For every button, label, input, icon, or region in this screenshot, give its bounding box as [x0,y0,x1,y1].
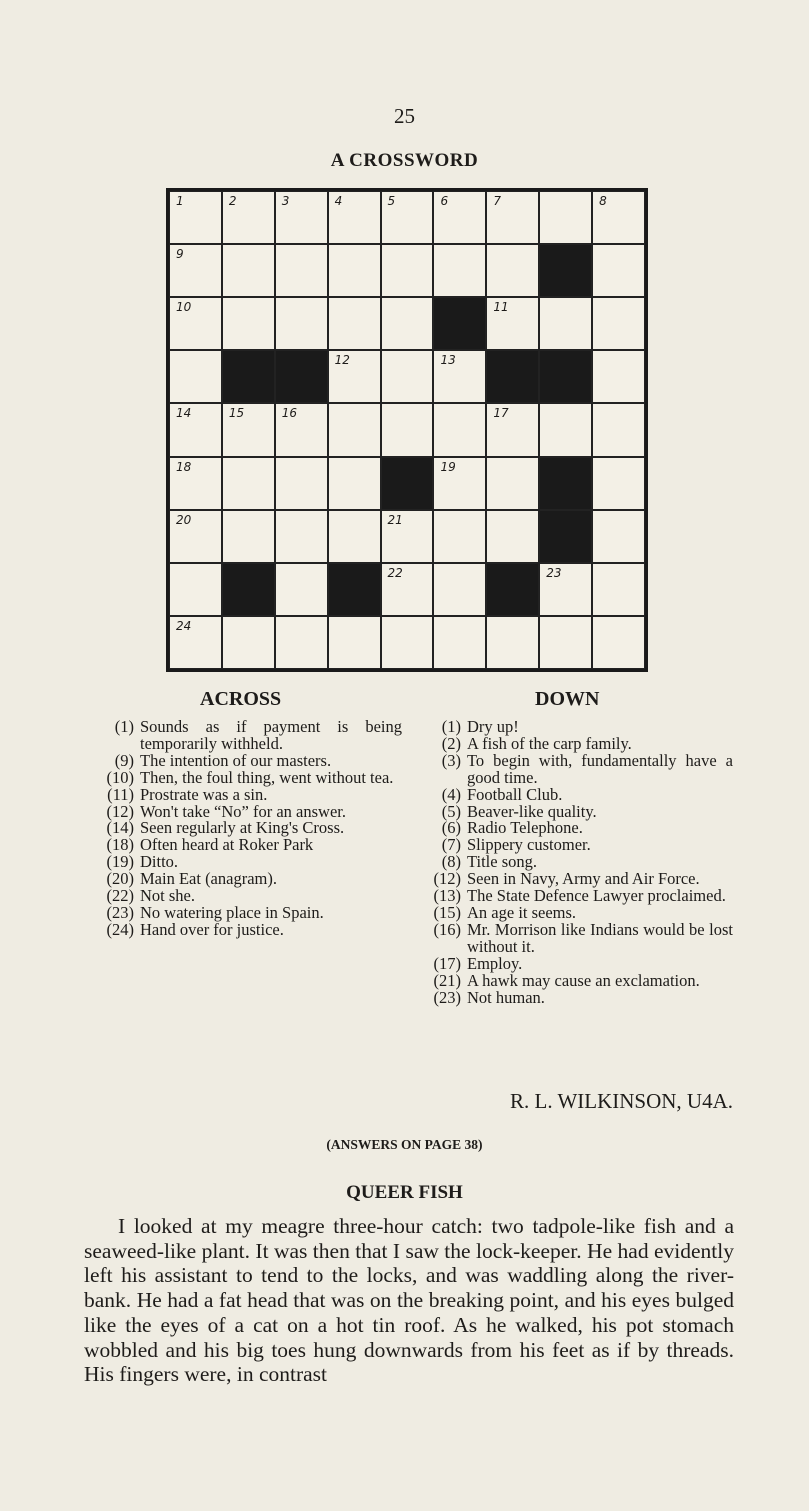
grid-cell[interactable] [328,191,381,244]
across-clue [84,919,402,939]
down-clue [415,784,733,804]
clue-text: Title song. [467,852,537,872]
clue-num: (23) [106,902,134,922]
grid-cell[interactable] [486,244,539,297]
grid-cell[interactable] [592,403,645,456]
clue-number: 20 [176,512,192,527]
grid-cell[interactable] [169,244,222,297]
grid-cell[interactable] [539,563,592,616]
grid-cell[interactable] [539,403,592,456]
black-cell [328,563,381,616]
clue-num: (19) [106,852,134,872]
grid-cell[interactable] [592,510,645,563]
black-cell [486,350,539,403]
clue-number: 16 [281,406,298,421]
grid-cell[interactable] [328,403,381,456]
clue-text: Sounds as if payment is being temporarily withheld. [140,717,402,753]
clue-number: 4 [334,194,343,208]
grid-cell[interactable] [169,616,222,669]
grid-cell[interactable] [592,297,645,350]
answers-note: (ANSWERS ON PAGE 38) [326,1137,483,1152]
grid-cell[interactable] [381,616,434,669]
grid-cell[interactable] [433,244,486,297]
grid-cell[interactable] [222,457,275,510]
black-cell [486,563,539,616]
black-cell [222,563,275,616]
black-cell [433,297,486,350]
clue-num: (3) [441,750,461,770]
clue-num: (9) [114,750,134,770]
clue-text: Slippery customer. [467,835,591,855]
clue-num: (16) [433,919,461,939]
clue-num: (12) [433,869,461,889]
grid-cell[interactable] [433,457,486,510]
crossword-title: A CROSSWORD [330,150,479,171]
clue-text: Mr. Morrison like Indians would be lost without it. [467,919,733,956]
grid-cell[interactable] [275,510,328,563]
grid-cell[interactable] [328,350,381,403]
clue-number: 11 [493,300,509,315]
clue-text: Main Eat (anagram). [140,869,277,889]
grid-cell[interactable] [381,563,434,616]
clue-text: Ditto. [140,852,179,872]
clue-number: 3 [281,194,290,208]
grid-cell[interactable] [169,403,222,456]
down-clue [415,919,733,956]
story-paragraph: I looked at my meagre three-hour catch: two tadpole-like fish and a seaweed-like plant. It was then that I saw the lock-keeper. He had evidently left his assistant to tend to the locks, and was waddling along the river-bank. He had a fat head that was on the breaking point, and his eyes bulged like the eyes of a cat on a hot tin roof. As he walked, his pot stomach wobbled and his big toes hung downwards from his feet as if by threads. His fingers were, in contrast [84,1214,734,1387]
across-clue [84,719,402,753]
grid-cell[interactable] [222,244,275,297]
clue-text: Employ. [467,953,523,973]
grid-cell[interactable] [539,191,592,244]
grid-cell[interactable] [328,244,381,297]
clue-text: A fish of the carp family. [467,733,632,753]
clue-number: 22 [387,565,403,580]
grid-cell[interactable] [486,457,539,510]
clue-text: Hand over for justice. [140,919,284,939]
clue-text: Radio Telephone. [467,818,583,838]
clue-text: Football Club. [467,784,563,804]
clue-text: A hawk may cause an exclamation. [467,970,700,990]
page-number: 25 [394,104,415,128]
grid-cell[interactable] [381,350,434,403]
down-clue [415,750,733,787]
down-clue [415,987,733,1007]
grid-cell[interactable] [433,510,486,563]
grid-cell[interactable] [381,510,434,563]
clue-text: Then, the foul thing, went without tea. [140,767,394,787]
clue-number: 13 [440,353,456,368]
grid-cell[interactable] [275,563,328,616]
grid-cell[interactable] [486,510,539,563]
clue-num: (2) [441,733,461,753]
clue-num: (12) [106,801,134,821]
clue-number: 17 [493,406,509,421]
grid-cell[interactable] [592,244,645,297]
black-cell [539,350,592,403]
grid-cell[interactable] [539,616,592,669]
clue-num: (7) [441,835,461,855]
clue-number: 23 [546,565,562,580]
grid-cell[interactable] [275,297,328,350]
down-clue-list [415,719,733,1006]
clue-number: 2 [228,194,237,208]
black-cell [222,350,275,403]
clue-num: (1) [114,717,134,736]
black-cell [539,510,592,563]
grid-cell[interactable] [328,616,381,669]
down-clue [415,837,733,854]
clue-number: 15 [228,406,245,421]
grid-cell[interactable] [592,191,645,244]
clue-number: 6 [440,194,449,208]
grid-cell[interactable] [486,616,539,669]
grid-cell[interactable] [222,403,275,456]
grid-cell[interactable] [275,244,328,297]
grid-cell[interactable] [592,457,645,510]
clue-num: (14) [106,818,134,838]
grid-cell[interactable] [381,403,434,456]
clue-num: (15) [433,902,461,922]
grid-cell[interactable] [275,457,328,510]
clue-num: (4) [441,784,461,804]
across-clue-list [84,719,402,939]
grid-cell[interactable] [592,350,645,403]
clue-num: (8) [441,852,461,872]
grid-cell[interactable] [433,563,486,616]
clue-number: 19 [440,459,456,474]
down-heading: DOWN [535,688,600,710]
grid-cell[interactable] [433,403,486,456]
author-signature: R. L. WILKINSON, U4A. [509,1089,733,1113]
clue-number: 8 [599,194,607,208]
clue-text: Seen in Navy, Army and Air Force. [467,869,700,889]
grid-cell[interactable] [433,616,486,669]
clue-num: (20) [106,869,134,889]
clue-text: The intention of our masters. [140,750,332,770]
clue-text: Seen regularly at King's Cross. [140,818,345,838]
clue-num: (1) [441,717,461,736]
grid-cell[interactable] [486,403,539,456]
clue-number: 10 [176,300,192,315]
clue-num: (5) [441,801,461,821]
grid-cell[interactable] [328,510,381,563]
grid-cell[interactable] [169,191,222,244]
grid-cell[interactable] [222,510,275,563]
clue-num: (21) [433,970,461,990]
clue-text: No watering place in Spain. [140,902,324,922]
clue-num: (17) [433,953,461,973]
grid-cell[interactable] [433,350,486,403]
grid-cell[interactable] [222,616,275,669]
clue-text: To begin with, fundamentally have a good time. [467,750,733,787]
clue-num: (11) [107,784,134,804]
crossword-grid [166,188,648,672]
grid-cell[interactable] [169,350,222,403]
grid-cell[interactable] [486,297,539,350]
across-clue [84,784,402,804]
clue-text: Dry up! [467,717,519,736]
clue-text: The State Defence Lawyer proclaimed. [467,886,726,906]
clue-num: (10) [106,767,134,787]
down-clue [415,970,733,990]
grid-cell[interactable] [169,563,222,616]
grid-cell[interactable] [222,191,275,244]
clue-number: 12 [334,353,350,368]
clue-number: 7 [493,194,501,208]
grid-cell[interactable] [275,616,328,669]
grid-cell[interactable] [169,510,222,563]
clue-number: 5 [387,194,396,208]
black-cell [539,244,592,297]
clue-text: Won't take “No” for an answer. [140,801,346,821]
grid-cell[interactable] [275,191,328,244]
across-heading: ACROSS [200,688,282,710]
clue-text: Beaver-like quality. [467,801,597,821]
clue-number: 18 [176,459,192,474]
clue-text: Often heard at Roker Park [140,835,314,855]
clue-num: (24) [106,919,134,939]
clue-number: 1 [176,194,184,208]
grid-cell[interactable] [328,457,381,510]
grid-cell[interactable] [381,297,434,350]
grid-cell[interactable] [381,244,434,297]
grid-cell[interactable] [433,191,486,244]
clue-num: (18) [106,835,134,855]
grid-cell[interactable] [539,297,592,350]
grid-cell[interactable] [222,297,275,350]
clue-number: 21 [387,512,403,527]
grid-cell[interactable] [169,457,222,510]
black-cell [381,457,434,510]
grid-cell[interactable] [169,297,222,350]
grid-cell[interactable] [328,297,381,350]
clue-text: An age it seems. [467,902,577,922]
clue-number: 24 [176,618,192,633]
clue-number: 9 [176,247,184,262]
grid-cell[interactable] [592,616,645,669]
clue-text: Not she. [140,886,195,906]
clue-number: 14 [176,406,192,421]
grid-cell[interactable] [592,563,645,616]
clue-num: (23) [433,987,461,1007]
clue-num: (6) [441,818,461,838]
clue-text: Not human. [467,987,545,1007]
black-cell [539,457,592,510]
black-cell [275,350,328,403]
clue-num: (13) [433,886,461,906]
grid-cell[interactable] [381,191,434,244]
grid-cell[interactable] [275,403,328,456]
section-title: QUEER FISH [346,1182,463,1203]
clue-text: Prostrate was a sin. [140,784,268,804]
clue-num: (22) [106,886,134,906]
grid-cell[interactable] [486,191,539,244]
